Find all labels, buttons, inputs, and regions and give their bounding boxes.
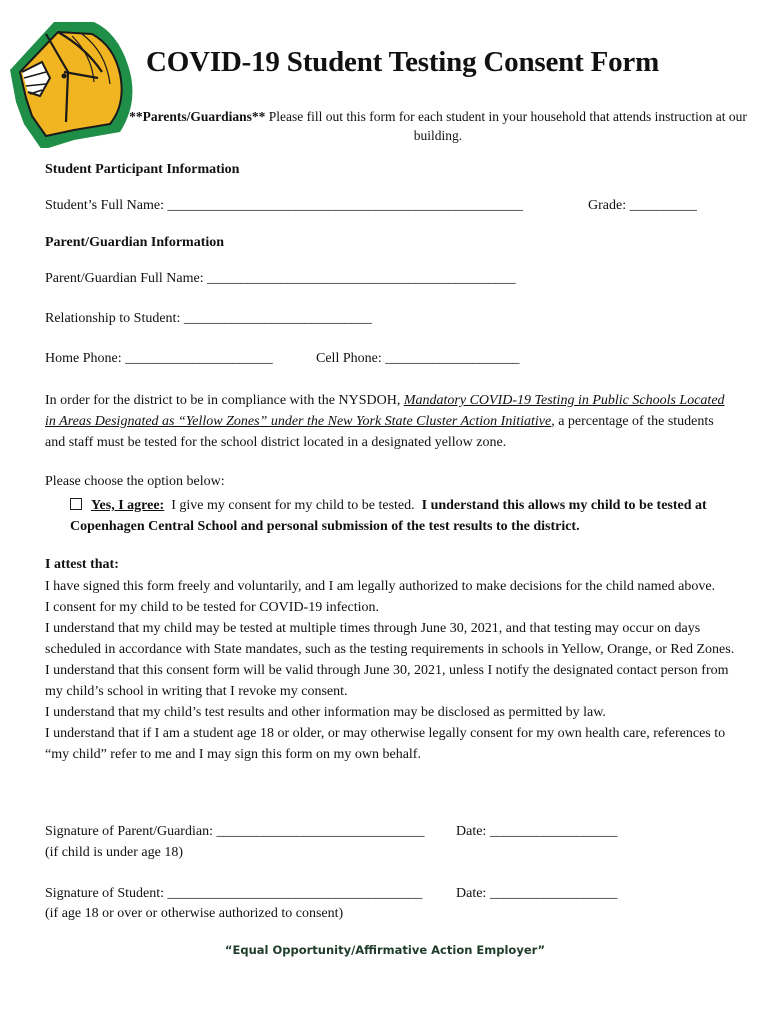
- cell-phone-label: Cell Phone:: [316, 351, 382, 366]
- parent-signature-note: (if child is under age 18): [45, 845, 184, 860]
- attest-statement: I understand that my child may be tested at multiple times through June 30, 2021, and that testing may occur on days scheduled in accordance with State mandates, such as the testing requirements in schools in Yellow, Orange, or Red Zones.: [45, 621, 735, 657]
- attest-heading: I attest that:: [45, 557, 119, 572]
- parent-signature-label: Signature of Parent/Guardian:: [45, 824, 213, 839]
- student-name-label: Student’s Full Name:: [45, 198, 164, 213]
- student-date-blank[interactable]: ___________________: [489, 886, 618, 901]
- cell-phone-field[interactable]: [316, 351, 519, 367]
- attest-statement: I understand that my child’s test results and other information may be disclosed as permitted by law.: [45, 705, 606, 720]
- parent-signature-blank[interactable]: _______________________________: [216, 824, 425, 839]
- student-signature-note: (if age 18 or over or otherwise authorized to consent): [45, 906, 344, 921]
- parent-name-field[interactable]: [45, 271, 515, 287]
- intro-bold: **Parents/Guardians**: [129, 109, 266, 124]
- attest-statement: I have signed this form freely and voluntarily, and I am legally authorized to make decisions for the child named above.: [45, 579, 716, 594]
- nysdoh-guidance-link[interactable]: Mandatory COVID-19 Testing in Public Schools Located in Areas Designated as “Yellow Zones” under the New York State Cluster Action Initiative: [45, 393, 725, 429]
- compliance-paragraph: [45, 390, 725, 453]
- intro-text: Please fill out this form for each student in your household that attends instruction at our building.: [265, 109, 747, 143]
- student-name-blank[interactable]: _____________________________________________________: [167, 198, 523, 213]
- footer-eeo-statement: “Equal Opportunity/Affirmative Action Employer”: [224, 943, 546, 957]
- compliance-before: In order for the district to be in compliance with the NYSDOH,: [45, 393, 404, 408]
- home-phone-field[interactable]: [45, 351, 273, 367]
- relationship-label: Relationship to Student:: [45, 311, 181, 326]
- home-phone-blank[interactable]: ______________________: [125, 351, 273, 366]
- cell-phone-blank[interactable]: ____________________: [385, 351, 520, 366]
- compliance-after: , a percentage of the students and staff must be tested for the school district located in a designated yellow zone.: [45, 414, 714, 450]
- student-signature-field[interactable]: [45, 886, 422, 902]
- relationship-blank[interactable]: ____________________________: [183, 311, 372, 326]
- student-name-field[interactable]: [45, 198, 523, 214]
- parent-date-blank[interactable]: ___________________: [489, 824, 618, 839]
- intro-instructions: [118, 107, 758, 145]
- home-phone-label: Home Phone:: [45, 351, 122, 366]
- attest-statement: I understand that if I am a student age 18 or older, or may otherwise legally consent for my own health care, references to “my child” refer to me and I may sign this form on my own behalf.: [45, 726, 726, 762]
- consent-option[interactable]: [70, 495, 720, 537]
- relationship-field[interactable]: [45, 311, 371, 327]
- attest-statement: I understand that this consent form will be valid through June 30, 2021, unless I notify the designated contact person from my child’s school in writing that I revoke my consent.: [45, 663, 729, 699]
- grade-field[interactable]: [588, 198, 697, 214]
- grade-blank[interactable]: __________: [629, 198, 697, 213]
- consent-checkbox[interactable]: [70, 498, 82, 510]
- parent-section-heading: Parent/Guardian Information: [45, 235, 225, 250]
- parent-name-label: Parent/Guardian Full Name:: [45, 271, 204, 286]
- student-date-label: Date:: [456, 886, 487, 901]
- student-signature-blank[interactable]: ______________________________________: [167, 886, 423, 901]
- student-date-field[interactable]: [456, 886, 617, 902]
- grade-label: Grade:: [588, 198, 627, 213]
- agree-text: I give my consent for my child to be tested.: [164, 498, 422, 513]
- student-section-heading: Student Participant Information: [45, 162, 240, 177]
- attest-statements: [45, 576, 735, 765]
- parent-date-field[interactable]: [456, 824, 617, 840]
- student-signature-label: Signature of Student:: [45, 886, 164, 901]
- agree-label: Yes, I agree:: [91, 498, 165, 513]
- parent-name-blank[interactable]: ______________________________________________: [207, 271, 516, 286]
- attest-statement: I consent for my child to be tested for COVID-19 infection.: [45, 600, 379, 615]
- option-prompt: Please choose the option below:: [45, 474, 225, 489]
- page-title: COVID-19 Student Testing Consent Form: [146, 46, 660, 78]
- agree-bold-text: I understand this allows my child to be tested at Copenhagen Central School and personal submission of the test results to the district.: [70, 498, 707, 534]
- parent-signature-field[interactable]: [45, 824, 424, 840]
- parent-date-label: Date:: [456, 824, 487, 839]
